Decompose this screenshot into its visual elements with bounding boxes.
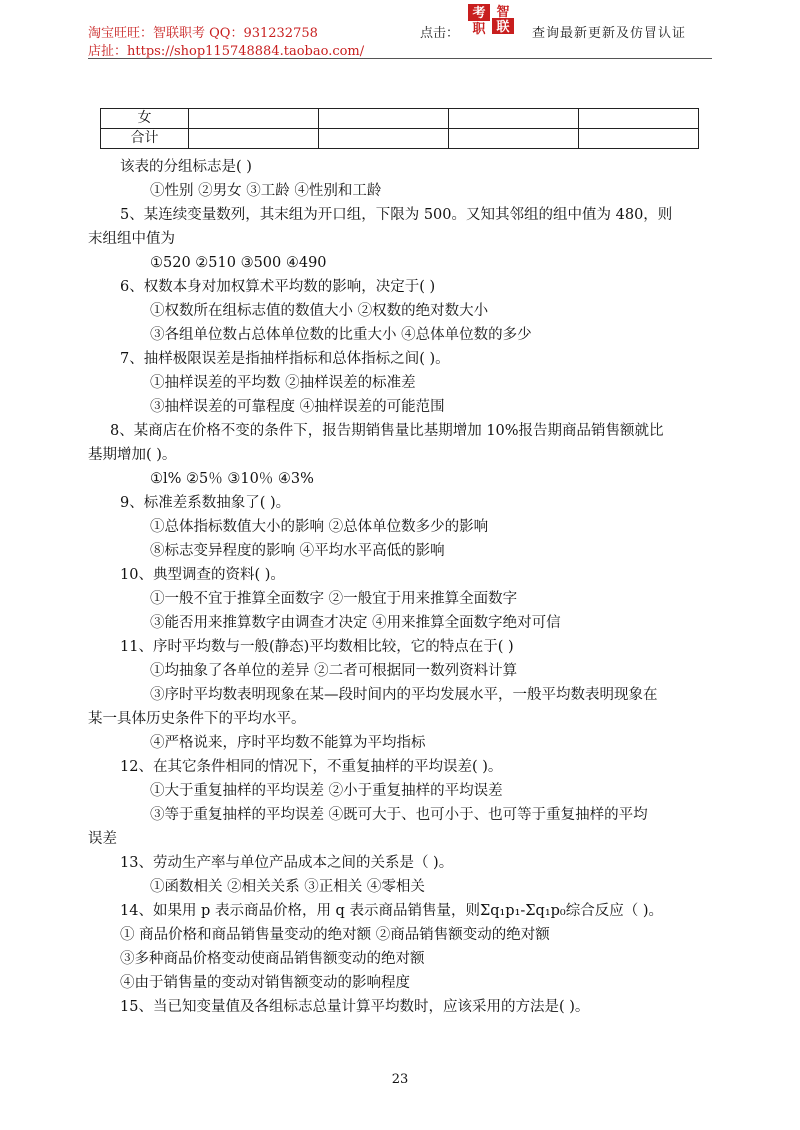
answer-options-cont: 某一具体历史条件下的平均水平。 [88, 711, 306, 727]
question-stem: 12、在其它条件相同的情况下，不重复抽样的平均误差( )。 [120, 759, 503, 775]
answer-options: ③抽样误差的可靠程度 ④抽样误差的可能范围 [150, 399, 445, 415]
answer-options: ①抽样误差的平均数 ②抽样误差的标准差 [150, 375, 416, 391]
zhilian-logo-icon[interactable] [466, 2, 518, 36]
answer-options: ①性别 ②男女 ③工龄 ④性别和工龄 [150, 183, 382, 199]
answer-options: ③能否用来推算数字由调查才决定 ④用来推算全面数字绝对可信 [150, 615, 561, 631]
page-number: 23 [391, 1072, 409, 1087]
answer-options: ③序时平均数表明现象在某—段时间内的平均发展水平，一般平均数表明现象在 [150, 687, 658, 703]
table-cell [449, 109, 579, 129]
table-cell [579, 129, 699, 149]
question-stem: 5、某连续变量数列，其末组为开口组，下限为 500。又知其邻组的组中值为 480，则 [120, 207, 673, 223]
header-right-text: 查询最新更新及仿冒认证 [532, 26, 687, 41]
table-cell [449, 129, 579, 149]
answer-options: ③等于重复抽样的平均误差 ④既可大于、也可小于、也可等于重复抽样的平均 [150, 807, 648, 823]
answer-options: ①一般不宜于推算全面数字 ②一般宜于用来推算全面数字 [150, 591, 518, 607]
question-stem-cont: 末组组中值为 [88, 231, 175, 247]
question-stem: 13、劳动生产率与单位产品成本之间的关系是（ )。 [120, 855, 454, 871]
question-stem: 10、典型调查的资料( )。 [120, 567, 285, 583]
table-cell [319, 129, 449, 149]
table-cell [189, 129, 319, 149]
table-row [101, 109, 699, 129]
answer-options: ①函数相关 ②相关关系 ③正相关 ④零相关 [150, 879, 425, 895]
table-cell [189, 109, 319, 129]
answer-options: ④严格说来，序时平均数不能算为平均指标 [150, 735, 426, 751]
question-stem: 9、标准差系数抽象了( )。 [120, 495, 291, 511]
answer-options: ①均抽象了各单位的差异 ②二者可根据同一数列资料计算 [150, 663, 518, 679]
answer-options: ③各组单位数占总体单位数的比重大小 ④总体单位数的多少 [150, 327, 532, 343]
grouping-table [100, 108, 699, 149]
question-stem: 7、抽样极限误差是指抽样指标和总体指标之间( )。 [120, 351, 450, 367]
header-divider [88, 58, 712, 59]
logo-char-zhi: 智 [496, 5, 510, 20]
answer-options: ⑧标志变异程度的影响 ④平均水平高低的影响 [150, 543, 445, 559]
answer-options: ①l% ②5％ ③10％ ④3% [150, 471, 314, 487]
answer-options: ④由于销售量的变动对销售额变动的影响程度 [120, 975, 410, 991]
question-stem: 11、序时平均数与一般(静态)平均数相比较，它的特点在于( ) [120, 639, 514, 655]
answer-options: ①520 ②510 ③500 ④490 [150, 255, 327, 271]
row-label: 女 [101, 109, 189, 129]
answer-options: ①权数所在组标志值的数值大小 ②权数的绝对数大小 [150, 303, 489, 319]
logo-char-lian: 联 [496, 20, 510, 35]
row-label: 合计 [101, 129, 189, 149]
answer-options: ①大于重复抽样的平均误差 ②小于重复抽样的平均误差 [150, 783, 503, 799]
table-row [101, 129, 699, 149]
answer-options: ① 商品价格和商品销售量变动的绝对额 ②商品销售额变动的绝对额 [120, 927, 550, 943]
question-stem: 15、当已知变量值及各组标志总量计算平均数时，应该采用的方法是( )。 [120, 999, 590, 1015]
logo-char-kao: 考 [472, 6, 486, 21]
question-stem-cont: 基期增加( )。 [88, 447, 177, 463]
question-stem: 8、某商店在价格不变的条件下，报告期销售量比基期增加 10%报告期商品销售额就比 [110, 423, 664, 439]
header-click-label: 点击： [420, 26, 460, 41]
logo-char-zhi2: 职 [472, 22, 486, 36]
header-shop-line: 淘宝旺旺：智联职考 QQ：931232758 [88, 26, 318, 41]
question-stem: 该表的分组标志是( ) [120, 159, 252, 175]
question-stem: 14、如果用 p 表示商品价格，用 q 表示商品销售量，则Σq₁p₁-Σq₁p₀综合反应（ )。 [120, 903, 663, 919]
header-shop-url[interactable]: 店扯：https://shop115748884.taobao.com/ [88, 44, 365, 59]
answer-options: ①总体指标数值大小的影响 ②总体单位数多少的影响 [150, 519, 489, 535]
answer-options: ③多种商品价格变动使商品销售额变动的绝对额 [120, 951, 425, 967]
table-cell [319, 109, 449, 129]
question-stem: 6、权数本身对加权算术平均数的影响，决定于( ) [120, 279, 436, 295]
answer-options-cont: 误差 [88, 831, 117, 847]
table-cell [579, 109, 699, 129]
